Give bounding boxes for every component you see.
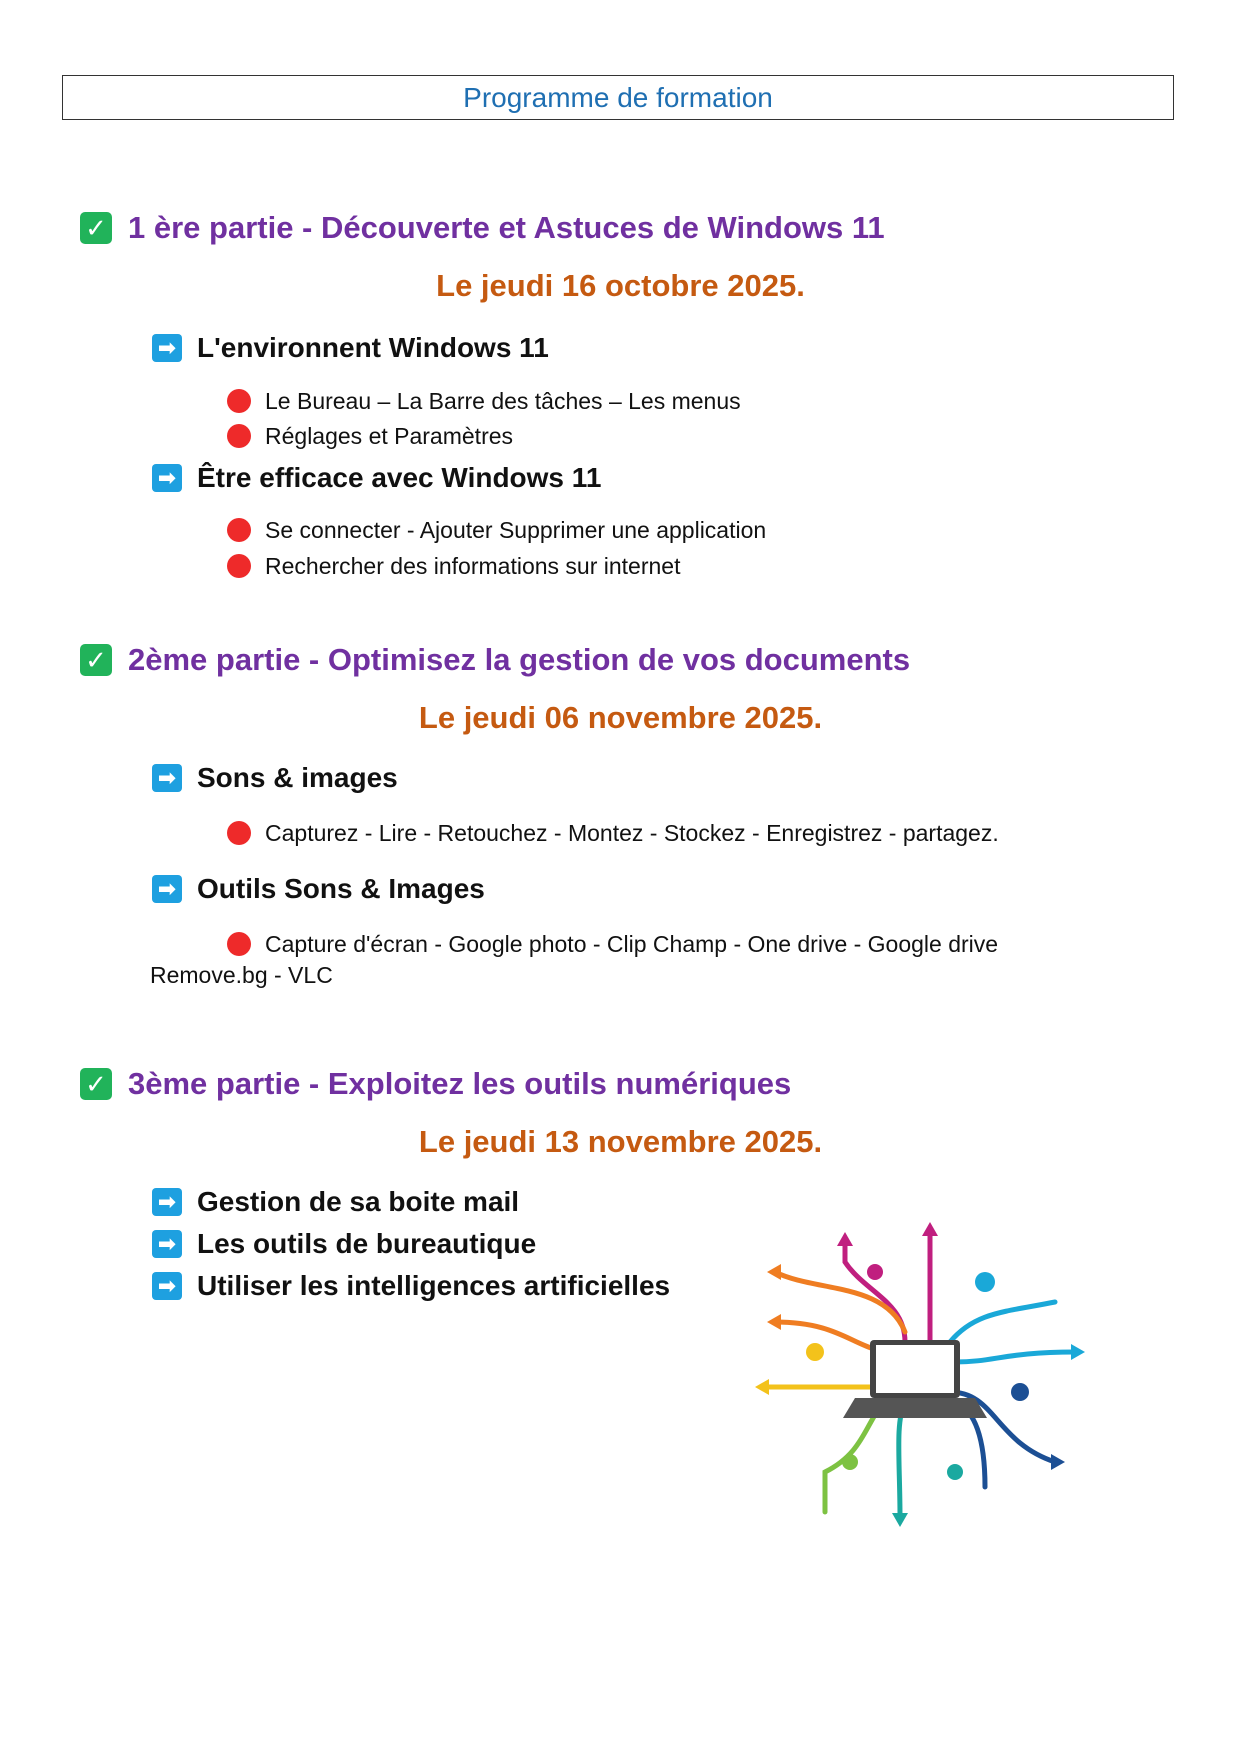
part-2-date: Le jeudi 06 novembre 2025. bbox=[418, 700, 823, 735]
topic-3-2 bbox=[152, 1226, 536, 1262]
topic-1-1 bbox=[152, 330, 549, 366]
bullet-text: Rechercher des informations sur internet bbox=[265, 552, 681, 579]
topic-label: Outils Sons & Images bbox=[197, 873, 485, 904]
topic-label: Gestion de sa boite mail bbox=[197, 1186, 520, 1217]
part-3-heading bbox=[80, 1064, 791, 1104]
check-icon: ✓ bbox=[80, 212, 112, 244]
bullet-text: Réglages et Paramètres bbox=[265, 422, 514, 449]
bullet-item bbox=[227, 929, 998, 959]
part-3-date: Le jeudi 13 novembre 2025. bbox=[418, 1124, 823, 1159]
topic-label: Sons & images bbox=[197, 762, 398, 793]
topic-3-1 bbox=[152, 1184, 519, 1220]
bullet-continuation: Remove.bg - VLC bbox=[150, 962, 333, 988]
part-1-heading-text: 1 ère partie - Découverte et Astuces de Windows 11 bbox=[128, 210, 885, 245]
red-dot-icon bbox=[227, 518, 251, 542]
arrow-right-icon: ➡ bbox=[152, 764, 182, 792]
bullet-item bbox=[227, 515, 766, 545]
laptop-network-illustration bbox=[755, 1222, 1095, 1542]
part-2-heading bbox=[80, 640, 910, 680]
bullet-item bbox=[227, 551, 680, 581]
topic-label: Être efficace avec Windows 11 bbox=[197, 462, 602, 493]
arrow-right-icon: ➡ bbox=[152, 875, 182, 903]
arrow-right-icon: ➡ bbox=[152, 1230, 182, 1258]
arrow-right-icon: ➡ bbox=[152, 1188, 182, 1216]
bullet-item bbox=[227, 818, 999, 848]
bullet-text: Se connecter - Ajouter Supprimer une application bbox=[265, 516, 767, 543]
red-dot-icon bbox=[227, 932, 251, 956]
topic-2-2 bbox=[152, 871, 485, 907]
bullet-item bbox=[227, 386, 741, 416]
bullet-text: Capturez - Lire - Retouchez - Montez - Stockez - Enregistrez - partagez. bbox=[265, 819, 999, 846]
topic-3-3 bbox=[152, 1268, 670, 1304]
part-1-heading bbox=[80, 208, 885, 248]
page-title: Programme de formation bbox=[62, 75, 1174, 120]
red-dot-icon bbox=[227, 424, 251, 448]
part-3-heading-text: 3ème partie - Exploitez les outils numériques bbox=[128, 1066, 792, 1101]
arrow-right-icon: ➡ bbox=[152, 334, 182, 362]
topic-label: Les outils de bureautique bbox=[197, 1228, 537, 1259]
bullet-item bbox=[227, 421, 513, 451]
topic-label: L'environnent Windows 11 bbox=[197, 332, 549, 363]
check-icon: ✓ bbox=[80, 1068, 112, 1100]
red-dot-icon bbox=[227, 821, 251, 845]
topic-label: Utiliser les intelligences artificielles bbox=[197, 1270, 671, 1301]
bullet-text: Le Bureau – La Barre des tâches – Les menus bbox=[265, 387, 741, 414]
topic-1-2 bbox=[152, 460, 601, 496]
arrow-right-icon: ➡ bbox=[152, 464, 182, 492]
red-dot-icon bbox=[227, 554, 251, 578]
arrow-right-icon: ➡ bbox=[152, 1272, 182, 1300]
bullet-text: Capture d'écran - Google photo - Clip Champ - One drive - Google drive bbox=[265, 930, 999, 957]
check-icon: ✓ bbox=[80, 644, 112, 676]
topic-2-1 bbox=[152, 760, 398, 796]
red-dot-icon bbox=[227, 389, 251, 413]
part-1-date: Le jeudi 16 octobre 2025. bbox=[436, 268, 805, 303]
part-2-heading-text: 2ème partie - Optimisez la gestion de vos documents bbox=[128, 642, 911, 677]
